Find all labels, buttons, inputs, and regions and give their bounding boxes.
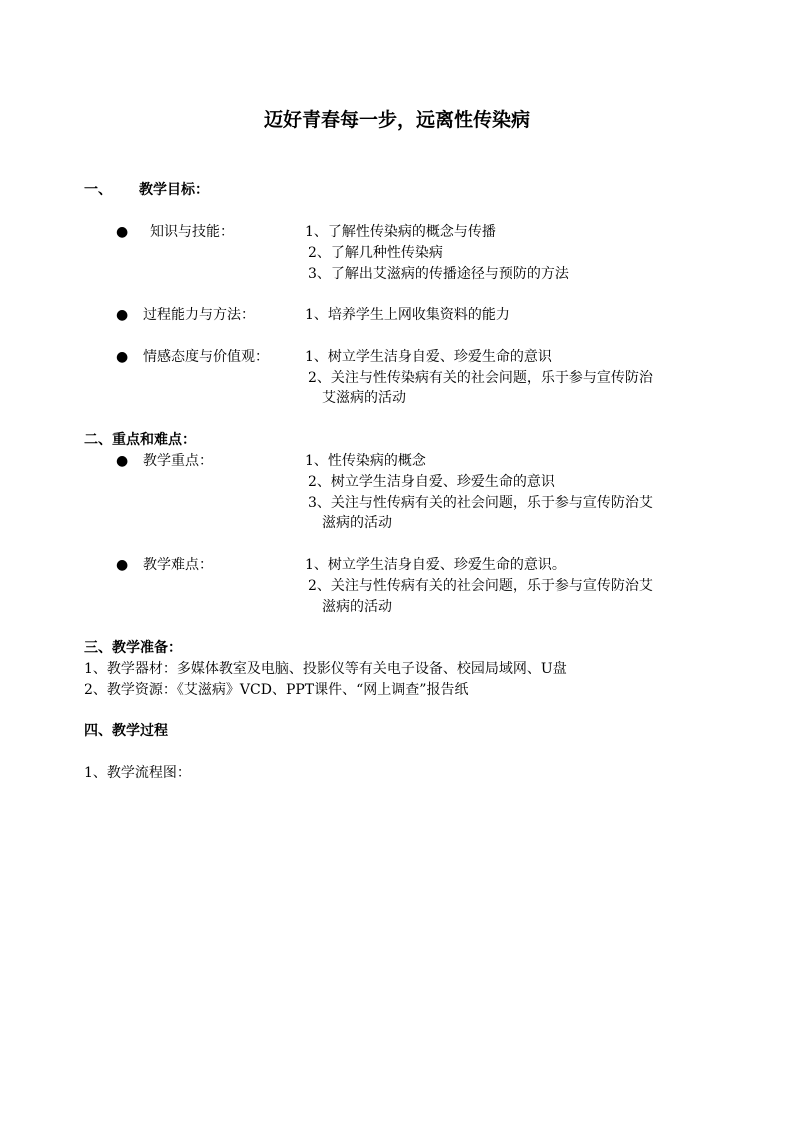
section-1-number: 一、: [84, 182, 112, 198]
prep-item-1: 1、教学器材：多媒体教室及电脑、投影仪等有关电子设备、校园局域网、U盘: [84, 661, 567, 677]
key-item-1: 1、性传染病的概念: [305, 453, 426, 469]
difficulty-item-2: 2、关注与性传病有关的社会问题，乐于参与宣传防治艾: [308, 578, 653, 594]
section-1-heading: 教学目标：: [139, 182, 209, 198]
knowledge-item-3: 3、了解出艾滋病的传播途径与预防的方法: [308, 266, 569, 282]
bullet-emotion: ●: [116, 349, 129, 365]
emotion-item-1: 1、树立学生洁身自爱、珍爱生命的意识: [305, 349, 552, 365]
emotion-item-2: 2、关注与性传染病有关的社会问题，乐于参与宣传防治: [308, 370, 653, 386]
section-4-heading: 四、教学过程: [84, 723, 168, 739]
bullet-knowledge: ●: [116, 224, 129, 240]
difficulty-label: 教学难点：: [143, 557, 213, 573]
knowledge-item-1: 1、了解性传染病的概念与传播: [305, 224, 496, 240]
difficulty-item-1: 1、树立学生洁身自爱、珍爱生命的意识。: [305, 557, 566, 573]
bullet-key: ●: [116, 453, 129, 469]
knowledge-label: 知识与技能：: [150, 224, 234, 240]
section-3-heading: 三、教学准备：: [84, 640, 182, 656]
prep-item-2: 2、教学资源：《艾滋病》VCD、PPT课件、“网上调查”报告纸: [84, 682, 469, 698]
bullet-process: ●: [116, 307, 129, 323]
emotion-label: 情感态度与价值观：: [143, 349, 269, 365]
page-title: 迈好青春每一步，远离性传染病: [263, 109, 530, 131]
difficulty-item-2-cont: 滋病的活动: [322, 599, 392, 615]
process-label: 过程能力与方法：: [143, 307, 255, 323]
key-label: 教学重点：: [143, 453, 213, 469]
knowledge-item-2: 2、了解几种性传染病: [308, 245, 443, 261]
key-item-3-cont: 滋病的活动: [322, 515, 392, 531]
emotion-item-2-cont: 艾滋病的活动: [322, 390, 406, 406]
process-item-1: 1、培养学生上网收集资料的能力: [305, 307, 510, 323]
key-item-2: 2、树立学生洁身自爱、珍爱生命的意识: [308, 474, 555, 490]
process-flow-item-1: 1、教学流程图：: [84, 765, 191, 781]
bullet-difficulty: ●: [116, 557, 129, 573]
key-item-3: 3、关注与性传病有关的社会问题，乐于参与宣传防治艾: [308, 495, 653, 511]
section-2-heading: 二、重点和难点：: [84, 432, 196, 448]
